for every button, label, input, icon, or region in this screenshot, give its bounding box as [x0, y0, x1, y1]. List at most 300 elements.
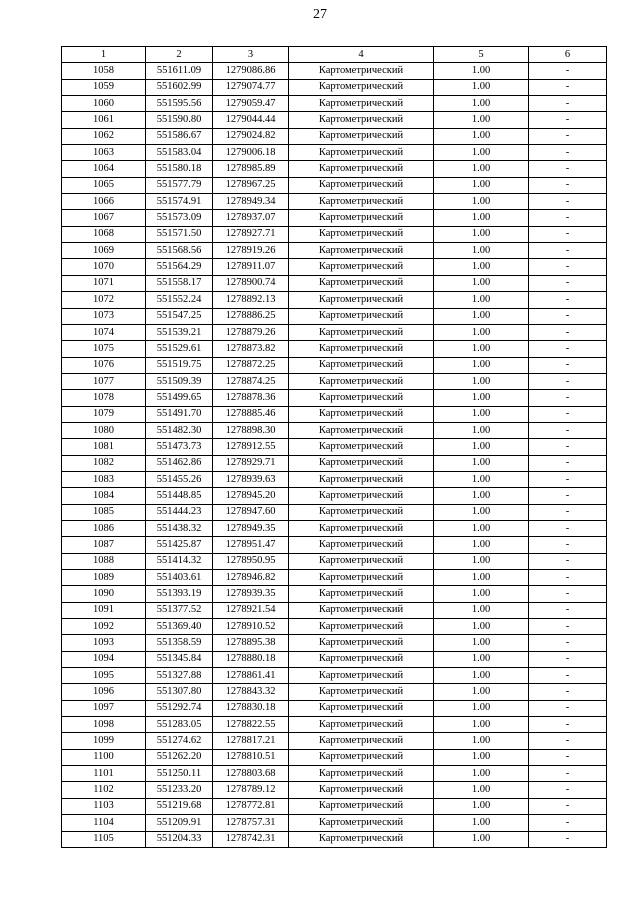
- description-cell: -: [529, 749, 607, 765]
- method-cell: Картометрический: [289, 275, 434, 291]
- accuracy-cell: 1.00: [434, 439, 529, 455]
- point-number-cell: 1105: [62, 831, 146, 847]
- y-coordinate-cell: 1278892.13: [213, 292, 289, 308]
- description-cell: -: [529, 717, 607, 733]
- accuracy-cell: 1.00: [434, 226, 529, 242]
- y-coordinate-cell: 1278947.60: [213, 504, 289, 520]
- description-cell: -: [529, 619, 607, 635]
- x-coordinate-cell: 551491.70: [146, 406, 213, 422]
- x-coordinate-cell: 551233.20: [146, 782, 213, 798]
- accuracy-cell: 1.00: [434, 357, 529, 373]
- accuracy-cell: 1.00: [434, 766, 529, 782]
- table-row: [62, 341, 607, 357]
- x-coordinate-cell: 551262.20: [146, 749, 213, 765]
- accuracy-cell: 1.00: [434, 177, 529, 193]
- point-number-cell: 1102: [62, 782, 146, 798]
- x-coordinate-cell: 551539.21: [146, 324, 213, 340]
- accuracy-cell: 1.00: [434, 194, 529, 210]
- description-cell: -: [529, 308, 607, 324]
- x-coordinate-cell: 551358.59: [146, 635, 213, 651]
- method-cell: Картометрический: [289, 831, 434, 847]
- accuracy-cell: 1.00: [434, 749, 529, 765]
- point-number-cell: 1104: [62, 815, 146, 831]
- y-coordinate-cell: 1278985.89: [213, 161, 289, 177]
- point-number-cell: 1070: [62, 259, 146, 275]
- method-cell: Картометрический: [289, 815, 434, 831]
- accuracy-cell: 1.00: [434, 324, 529, 340]
- method-cell: Картометрический: [289, 700, 434, 716]
- table-row: [62, 439, 607, 455]
- accuracy-cell: 1.00: [434, 455, 529, 471]
- table-row: [62, 831, 607, 847]
- table-row: [62, 275, 607, 291]
- accuracy-cell: 1.00: [434, 341, 529, 357]
- y-coordinate-cell: 1278772.81: [213, 798, 289, 814]
- description-cell: -: [529, 602, 607, 618]
- point-number-cell: 1077: [62, 373, 146, 389]
- y-coordinate-cell: 1278951.47: [213, 537, 289, 553]
- accuracy-cell: 1.00: [434, 471, 529, 487]
- method-cell: Картометрический: [289, 292, 434, 308]
- table-row: [62, 194, 607, 210]
- accuracy-cell: 1.00: [434, 96, 529, 112]
- x-coordinate-cell: 551552.24: [146, 292, 213, 308]
- table-row: [62, 161, 607, 177]
- point-number-cell: 1100: [62, 749, 146, 765]
- accuracy-cell: 1.00: [434, 798, 529, 814]
- accuracy-cell: 1.00: [434, 390, 529, 406]
- point-number-cell: 1065: [62, 177, 146, 193]
- method-cell: Картометрический: [289, 357, 434, 373]
- description-cell: -: [529, 553, 607, 569]
- point-number-cell: 1082: [62, 455, 146, 471]
- method-cell: Картометрический: [289, 128, 434, 144]
- table-row: [62, 635, 607, 651]
- y-coordinate-cell: 1278879.26: [213, 324, 289, 340]
- x-coordinate-cell: 551444.23: [146, 504, 213, 520]
- y-coordinate-cell: 1278927.71: [213, 226, 289, 242]
- y-coordinate-cell: 1279044.44: [213, 112, 289, 128]
- table-row: [62, 733, 607, 749]
- accuracy-cell: 1.00: [434, 570, 529, 586]
- point-number-cell: 1101: [62, 766, 146, 782]
- x-coordinate-cell: 551393.19: [146, 586, 213, 602]
- accuracy-cell: 1.00: [434, 651, 529, 667]
- point-number-cell: 1064: [62, 161, 146, 177]
- accuracy-cell: 1.00: [434, 733, 529, 749]
- column-header-3: 3: [213, 47, 289, 63]
- point-number-cell: 1088: [62, 553, 146, 569]
- table-row: [62, 668, 607, 684]
- point-number-cell: 1063: [62, 145, 146, 161]
- method-cell: Картометрический: [289, 210, 434, 226]
- method-cell: Картометрический: [289, 619, 434, 635]
- point-number-cell: 1075: [62, 341, 146, 357]
- description-cell: -: [529, 782, 607, 798]
- description-cell: -: [529, 700, 607, 716]
- description-cell: -: [529, 537, 607, 553]
- description-cell: -: [529, 324, 607, 340]
- x-coordinate-cell: 551250.11: [146, 766, 213, 782]
- accuracy-cell: 1.00: [434, 700, 529, 716]
- x-coordinate-cell: 551602.99: [146, 79, 213, 95]
- point-number-cell: 1095: [62, 668, 146, 684]
- x-coordinate-cell: 551573.09: [146, 210, 213, 226]
- table-row: [62, 177, 607, 193]
- table-row: [62, 292, 607, 308]
- description-cell: -: [529, 439, 607, 455]
- method-cell: Картометрический: [289, 455, 434, 471]
- table-row: [62, 717, 607, 733]
- table-row: [62, 259, 607, 275]
- description-cell: -: [529, 635, 607, 651]
- x-coordinate-cell: 551448.85: [146, 488, 213, 504]
- y-coordinate-cell: 1278880.18: [213, 651, 289, 667]
- point-number-cell: 1081: [62, 439, 146, 455]
- y-coordinate-cell: 1278910.52: [213, 619, 289, 635]
- accuracy-cell: 1.00: [434, 668, 529, 684]
- method-cell: Картометрический: [289, 112, 434, 128]
- method-cell: Картометрический: [289, 96, 434, 112]
- x-coordinate-cell: 551611.09: [146, 63, 213, 79]
- point-number-cell: 1080: [62, 422, 146, 438]
- point-number-cell: 1099: [62, 733, 146, 749]
- accuracy-cell: 1.00: [434, 815, 529, 831]
- table-row: [62, 782, 607, 798]
- x-coordinate-cell: 551473.73: [146, 439, 213, 455]
- method-cell: Картометрический: [289, 733, 434, 749]
- y-coordinate-cell: 1278937.07: [213, 210, 289, 226]
- table-row: [62, 308, 607, 324]
- accuracy-cell: 1.00: [434, 145, 529, 161]
- y-coordinate-cell: 1278885.46: [213, 406, 289, 422]
- accuracy-cell: 1.00: [434, 112, 529, 128]
- y-coordinate-cell: 1279074.77: [213, 79, 289, 95]
- point-number-cell: 1091: [62, 602, 146, 618]
- method-cell: Картометрический: [289, 161, 434, 177]
- y-coordinate-cell: 1278898.30: [213, 422, 289, 438]
- point-number-cell: 1058: [62, 63, 146, 79]
- table-row: [62, 619, 607, 635]
- description-cell: -: [529, 226, 607, 242]
- accuracy-cell: 1.00: [434, 308, 529, 324]
- point-number-cell: 1103: [62, 798, 146, 814]
- x-coordinate-cell: 551274.62: [146, 733, 213, 749]
- table-row: [62, 128, 607, 144]
- x-coordinate-cell: 551595.56: [146, 96, 213, 112]
- table-row: [62, 96, 607, 112]
- description-cell: -: [529, 668, 607, 684]
- accuracy-cell: 1.00: [434, 373, 529, 389]
- table-row: [62, 766, 607, 782]
- y-coordinate-cell: 1278929.71: [213, 455, 289, 471]
- point-number-cell: 1085: [62, 504, 146, 520]
- accuracy-cell: 1.00: [434, 520, 529, 536]
- description-cell: -: [529, 520, 607, 536]
- accuracy-cell: 1.00: [434, 537, 529, 553]
- method-cell: Картометрический: [289, 766, 434, 782]
- x-coordinate-cell: 551499.65: [146, 390, 213, 406]
- method-cell: Картометрический: [289, 324, 434, 340]
- y-coordinate-cell: 1278873.82: [213, 341, 289, 357]
- table-row: [62, 586, 607, 602]
- method-cell: Картометрический: [289, 717, 434, 733]
- description-cell: -: [529, 766, 607, 782]
- description-cell: -: [529, 586, 607, 602]
- method-cell: Картометрический: [289, 537, 434, 553]
- description-cell: -: [529, 471, 607, 487]
- y-coordinate-cell: 1278886.25: [213, 308, 289, 324]
- description-cell: -: [529, 455, 607, 471]
- accuracy-cell: 1.00: [434, 717, 529, 733]
- method-cell: Картометрический: [289, 341, 434, 357]
- description-cell: -: [529, 161, 607, 177]
- y-coordinate-cell: 1278950.95: [213, 553, 289, 569]
- accuracy-cell: 1.00: [434, 504, 529, 520]
- x-coordinate-cell: 551377.52: [146, 602, 213, 618]
- description-cell: -: [529, 275, 607, 291]
- y-coordinate-cell: 1278878.36: [213, 390, 289, 406]
- point-number-cell: 1096: [62, 684, 146, 700]
- description-cell: -: [529, 145, 607, 161]
- point-number-cell: 1076: [62, 357, 146, 373]
- method-cell: Картометрический: [289, 586, 434, 602]
- x-coordinate-cell: 551547.25: [146, 308, 213, 324]
- table-row: [62, 504, 607, 520]
- table-row: [62, 324, 607, 340]
- method-cell: Картометрический: [289, 226, 434, 242]
- table-row: [62, 815, 607, 831]
- description-cell: -: [529, 341, 607, 357]
- table-row: [62, 112, 607, 128]
- table-row: [62, 553, 607, 569]
- table-header: [62, 47, 607, 63]
- description-cell: -: [529, 63, 607, 79]
- point-number-cell: 1059: [62, 79, 146, 95]
- y-coordinate-cell: 1278912.55: [213, 439, 289, 455]
- table-row: [62, 570, 607, 586]
- x-coordinate-cell: 551571.50: [146, 226, 213, 242]
- x-coordinate-cell: 551455.26: [146, 471, 213, 487]
- x-coordinate-cell: 551204.33: [146, 831, 213, 847]
- y-coordinate-cell: 1278895.38: [213, 635, 289, 651]
- x-coordinate-cell: 551590.80: [146, 112, 213, 128]
- method-cell: Картометрический: [289, 308, 434, 324]
- y-coordinate-cell: 1278789.12: [213, 782, 289, 798]
- accuracy-cell: 1.00: [434, 210, 529, 226]
- table-row: [62, 488, 607, 504]
- point-number-cell: 1098: [62, 717, 146, 733]
- table-row: [62, 63, 607, 79]
- y-coordinate-cell: 1278830.18: [213, 700, 289, 716]
- accuracy-cell: 1.00: [434, 586, 529, 602]
- column-header-6: 6: [529, 47, 607, 63]
- method-cell: Картометрический: [289, 373, 434, 389]
- y-coordinate-cell: 1278872.25: [213, 357, 289, 373]
- x-coordinate-cell: 551564.29: [146, 259, 213, 275]
- description-cell: -: [529, 390, 607, 406]
- x-coordinate-cell: 551574.91: [146, 194, 213, 210]
- point-number-cell: 1060: [62, 96, 146, 112]
- accuracy-cell: 1.00: [434, 602, 529, 618]
- x-coordinate-cell: 551283.05: [146, 717, 213, 733]
- y-coordinate-cell: 1278967.25: [213, 177, 289, 193]
- point-number-cell: 1066: [62, 194, 146, 210]
- y-coordinate-cell: 1279024.82: [213, 128, 289, 144]
- column-header-1: 1: [62, 47, 146, 63]
- description-cell: -: [529, 210, 607, 226]
- accuracy-cell: 1.00: [434, 406, 529, 422]
- table-row: [62, 243, 607, 259]
- accuracy-cell: 1.00: [434, 831, 529, 847]
- y-coordinate-cell: 1278817.21: [213, 733, 289, 749]
- point-number-cell: 1092: [62, 619, 146, 635]
- description-cell: -: [529, 373, 607, 389]
- method-cell: Картометрический: [289, 194, 434, 210]
- description-cell: -: [529, 570, 607, 586]
- method-cell: Картометрический: [289, 635, 434, 651]
- table-row: [62, 455, 607, 471]
- x-coordinate-cell: 551519.75: [146, 357, 213, 373]
- point-number-cell: 1074: [62, 324, 146, 340]
- accuracy-cell: 1.00: [434, 161, 529, 177]
- point-number-cell: 1087: [62, 537, 146, 553]
- column-header-2: 2: [146, 47, 213, 63]
- y-coordinate-cell: 1279086.86: [213, 63, 289, 79]
- point-number-cell: 1072: [62, 292, 146, 308]
- coordinates-table: [61, 46, 607, 848]
- accuracy-cell: 1.00: [434, 635, 529, 651]
- accuracy-cell: 1.00: [434, 292, 529, 308]
- accuracy-cell: 1.00: [434, 488, 529, 504]
- accuracy-cell: 1.00: [434, 128, 529, 144]
- method-cell: Картометрический: [289, 177, 434, 193]
- header-row: [62, 47, 607, 63]
- y-coordinate-cell: 1278921.54: [213, 602, 289, 618]
- y-coordinate-cell: 1278900.74: [213, 275, 289, 291]
- method-cell: Картометрический: [289, 79, 434, 95]
- table-row: [62, 390, 607, 406]
- x-coordinate-cell: 551482.30: [146, 422, 213, 438]
- table-row: [62, 651, 607, 667]
- point-number-cell: 1067: [62, 210, 146, 226]
- method-cell: Картометрический: [289, 422, 434, 438]
- table-body: [62, 63, 607, 848]
- table-row: [62, 537, 607, 553]
- x-coordinate-cell: 551292.74: [146, 700, 213, 716]
- column-header-4: 4: [289, 47, 434, 63]
- accuracy-cell: 1.00: [434, 553, 529, 569]
- description-cell: -: [529, 128, 607, 144]
- column-header-5: 5: [434, 47, 529, 63]
- method-cell: Картометрический: [289, 668, 434, 684]
- point-number-cell: 1078: [62, 390, 146, 406]
- point-number-cell: 1093: [62, 635, 146, 651]
- y-coordinate-cell: 1278874.25: [213, 373, 289, 389]
- description-cell: -: [529, 292, 607, 308]
- method-cell: Картометрический: [289, 504, 434, 520]
- y-coordinate-cell: 1278822.55: [213, 717, 289, 733]
- method-cell: Картометрический: [289, 63, 434, 79]
- accuracy-cell: 1.00: [434, 275, 529, 291]
- table-row: [62, 357, 607, 373]
- method-cell: Картометрический: [289, 553, 434, 569]
- x-coordinate-cell: 551219.68: [146, 798, 213, 814]
- x-coordinate-cell: 551462.86: [146, 455, 213, 471]
- method-cell: Картометрический: [289, 259, 434, 275]
- point-number-cell: 1097: [62, 700, 146, 716]
- x-coordinate-cell: 551307.80: [146, 684, 213, 700]
- method-cell: Картометрический: [289, 471, 434, 487]
- table-row: [62, 520, 607, 536]
- page-number: 27: [313, 7, 327, 22]
- accuracy-cell: 1.00: [434, 684, 529, 700]
- description-cell: -: [529, 259, 607, 275]
- method-cell: Картометрический: [289, 602, 434, 618]
- description-cell: -: [529, 96, 607, 112]
- table-row: [62, 79, 607, 95]
- x-coordinate-cell: 551209.91: [146, 815, 213, 831]
- point-number-cell: 1084: [62, 488, 146, 504]
- accuracy-cell: 1.00: [434, 259, 529, 275]
- point-number-cell: 1061: [62, 112, 146, 128]
- x-coordinate-cell: 551509.39: [146, 373, 213, 389]
- accuracy-cell: 1.00: [434, 782, 529, 798]
- description-cell: -: [529, 79, 607, 95]
- table-row: [62, 471, 607, 487]
- table-row: [62, 798, 607, 814]
- point-number-cell: 1069: [62, 243, 146, 259]
- description-cell: -: [529, 406, 607, 422]
- point-number-cell: 1073: [62, 308, 146, 324]
- point-number-cell: 1068: [62, 226, 146, 242]
- point-number-cell: 1079: [62, 406, 146, 422]
- x-coordinate-cell: 551568.56: [146, 243, 213, 259]
- y-coordinate-cell: 1278742.31: [213, 831, 289, 847]
- method-cell: Картометрический: [289, 145, 434, 161]
- x-coordinate-cell: 551345.84: [146, 651, 213, 667]
- x-coordinate-cell: 551529.61: [146, 341, 213, 357]
- table-row: [62, 145, 607, 161]
- y-coordinate-cell: 1278939.63: [213, 471, 289, 487]
- point-number-cell: 1089: [62, 570, 146, 586]
- method-cell: Картометрический: [289, 488, 434, 504]
- method-cell: Картометрический: [289, 798, 434, 814]
- method-cell: Картометрический: [289, 390, 434, 406]
- accuracy-cell: 1.00: [434, 79, 529, 95]
- method-cell: Картометрический: [289, 520, 434, 536]
- x-coordinate-cell: 551403.61: [146, 570, 213, 586]
- table-row: [62, 226, 607, 242]
- y-coordinate-cell: 1278843.32: [213, 684, 289, 700]
- description-cell: -: [529, 112, 607, 128]
- x-coordinate-cell: 551577.79: [146, 177, 213, 193]
- table-row: [62, 406, 607, 422]
- method-cell: Картометрический: [289, 651, 434, 667]
- accuracy-cell: 1.00: [434, 422, 529, 438]
- y-coordinate-cell: 1278911.07: [213, 259, 289, 275]
- point-number-cell: 1094: [62, 651, 146, 667]
- table-row: [62, 210, 607, 226]
- description-cell: -: [529, 504, 607, 520]
- table-row: [62, 684, 607, 700]
- table-row: [62, 700, 607, 716]
- point-number-cell: 1090: [62, 586, 146, 602]
- x-coordinate-cell: 551586.67: [146, 128, 213, 144]
- method-cell: Картометрический: [289, 439, 434, 455]
- y-coordinate-cell: 1278919.26: [213, 243, 289, 259]
- y-coordinate-cell: 1278803.68: [213, 766, 289, 782]
